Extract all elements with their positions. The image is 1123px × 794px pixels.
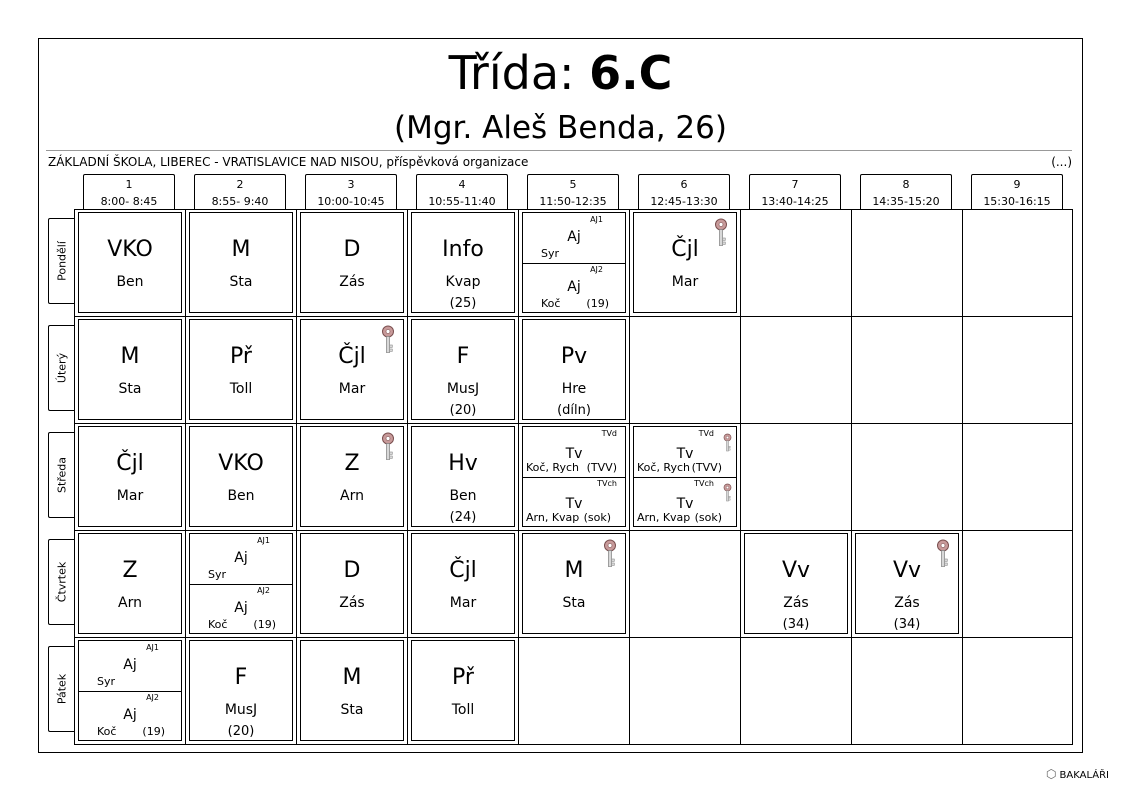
group-lesson[interactable] — [79, 641, 181, 692]
lesson-room: (19) — [586, 297, 609, 310]
key-icon — [714, 218, 728, 248]
lesson-subject: M — [231, 237, 251, 262]
lesson-teacher: Mar — [449, 595, 477, 611]
lesson-teacher: Mar — [116, 488, 144, 504]
lesson-card[interactable] — [78, 319, 182, 420]
lesson-subject: VKO — [107, 237, 153, 262]
lesson-card[interactable] — [189, 212, 293, 313]
lesson-subject: M — [120, 344, 140, 369]
period-number: 9 — [1013, 178, 1021, 191]
lesson-card[interactable] — [300, 426, 404, 527]
lesson-card[interactable] — [300, 533, 404, 634]
lesson-subject: Čjl — [116, 451, 144, 476]
period-time: 12:45-13:30 — [650, 195, 718, 208]
lesson-card[interactable] — [411, 533, 515, 634]
group-label: TVch — [694, 479, 714, 488]
lesson-subject: Vv — [781, 558, 811, 583]
lesson-teacher: Koč, Rych — [637, 461, 691, 474]
lesson-room: (34) — [782, 617, 810, 632]
school-name: ZÁKLADNÍ ŠKOLA, LIBEREC - VRATISLAVICE NAD NISOU, příspěvková organizace — [48, 155, 529, 169]
group-label: TVd — [601, 429, 617, 438]
period-number: 6 — [680, 178, 688, 191]
day-label: Pátek — [55, 673, 68, 705]
lesson-subject: Info — [442, 237, 484, 262]
lesson-subject: Hv — [448, 451, 478, 476]
period-header — [638, 174, 730, 209]
period-time: 10:00-10:45 — [317, 195, 385, 208]
lesson-teacher: Koč, Rych — [526, 461, 580, 474]
period-time: 10:55-11:40 — [428, 195, 496, 208]
group-label: TVch — [597, 479, 617, 488]
class-teacher: (Mgr. Aleš Benda, 26) — [394, 110, 727, 146]
day-label: Čtvrtek — [55, 561, 68, 603]
period-time: 14:35-15:20 — [872, 195, 940, 208]
key-icon — [936, 539, 950, 569]
grid-line — [185, 210, 186, 744]
lesson-teacher: Sta — [562, 595, 586, 611]
group-lesson[interactable] — [523, 263, 625, 313]
logo-text: BAKALÁŘI — [1059, 770, 1109, 781]
lesson-subject: Čjl — [338, 344, 366, 369]
lesson-card[interactable] — [300, 319, 404, 420]
lesson-teacher: Sta — [229, 274, 253, 290]
lesson-teacher: Syr — [208, 568, 227, 581]
key-icon — [723, 483, 732, 503]
period-number: 3 — [347, 178, 355, 191]
separator-line — [46, 150, 1072, 151]
lesson-room: (19) — [253, 618, 276, 631]
lesson-card[interactable] — [411, 319, 515, 420]
period-time: 13:40-14:25 — [761, 195, 829, 208]
lesson-subject: F — [234, 665, 248, 690]
group-lesson[interactable] — [523, 427, 625, 478]
group-label: AJ1 — [590, 215, 603, 224]
lesson-teacher: Syr — [541, 247, 560, 260]
lesson-teacher: Toll — [451, 702, 475, 718]
key-icon — [381, 325, 395, 355]
period-header — [194, 174, 286, 209]
lesson-room: (TVV) — [586, 461, 617, 474]
period-number: 1 — [125, 178, 133, 191]
lesson-subject: Tv — [676, 496, 694, 512]
group-label: AJ1 — [257, 536, 270, 545]
lesson-teacher: Zás — [339, 595, 365, 611]
lesson-room: (díln) — [557, 403, 591, 418]
lesson-card[interactable] — [744, 533, 848, 634]
split-lesson-card[interactable] — [78, 640, 182, 741]
lesson-card[interactable] — [300, 212, 404, 313]
lesson-subject: VKO — [218, 451, 264, 476]
lesson-teacher: Zás — [894, 595, 920, 611]
lesson-subject: M — [342, 665, 362, 690]
key-icon — [723, 433, 732, 453]
lesson-card[interactable] — [855, 533, 959, 634]
lesson-teacher: Koč — [208, 618, 228, 631]
lesson-subject: Př — [452, 665, 474, 690]
lesson-teacher: Sta — [118, 381, 142, 397]
lesson-teacher: Hre — [561, 381, 587, 397]
lesson-teacher: Arn — [118, 595, 142, 611]
group-lesson[interactable] — [190, 584, 292, 634]
grid-line — [75, 423, 1072, 424]
lesson-card[interactable] — [189, 426, 293, 527]
lesson-teacher: Arn, Kvap — [637, 511, 691, 524]
lesson-card[interactable] — [633, 212, 737, 313]
day-tab-tuesday — [48, 325, 74, 411]
period-number: 2 — [236, 178, 244, 191]
lesson-card[interactable] — [411, 640, 515, 741]
lesson-room: (34) — [893, 617, 921, 632]
class-name: 6.C — [589, 46, 673, 100]
lesson-subject: Aj — [567, 279, 581, 295]
lesson-subject: Aj — [123, 707, 137, 723]
group-label: TVd — [698, 429, 714, 438]
period-header — [749, 174, 841, 209]
lesson-teacher: Zás — [339, 274, 365, 290]
split-lesson-card[interactable] — [522, 212, 626, 313]
lesson-teacher: Mar — [671, 274, 699, 290]
period-time: 15:30-16:15 — [983, 195, 1051, 208]
lesson-room: (TVV) — [691, 461, 722, 474]
grid-line — [407, 210, 408, 744]
lesson-room: (24) — [449, 510, 477, 525]
lesson-teacher: Ben — [227, 488, 255, 504]
split-lesson-card[interactable] — [522, 426, 626, 527]
grid-line — [740, 210, 741, 744]
grid-line — [75, 530, 1072, 531]
lesson-teacher: Mar — [338, 381, 366, 397]
more-link[interactable]: (...) — [1051, 155, 1072, 169]
lesson-card[interactable] — [411, 212, 515, 313]
period-header — [971, 174, 1063, 209]
period-header — [83, 174, 175, 209]
day-tab-wednesday — [48, 432, 74, 518]
lesson-teacher: Zás — [783, 595, 809, 611]
period-number: 8 — [902, 178, 910, 191]
period-number: 4 — [458, 178, 466, 191]
lesson-subject: Čjl — [671, 237, 699, 262]
day-tab-thursday — [48, 539, 74, 625]
lesson-card[interactable] — [78, 533, 182, 634]
lesson-subject: Aj — [567, 229, 581, 245]
page-title — [38, 44, 1083, 102]
lesson-teacher: Koč — [97, 725, 117, 738]
period-number: 5 — [569, 178, 577, 191]
period-header — [305, 174, 397, 209]
lesson-card[interactable] — [522, 319, 626, 420]
grid-line — [75, 316, 1072, 317]
grid-line — [629, 210, 630, 744]
day-label: Úterý — [55, 352, 68, 384]
lesson-room: (sok) — [583, 511, 611, 524]
lesson-room: (25) — [449, 296, 477, 311]
period-time: 8:55- 9:40 — [211, 195, 269, 208]
lesson-subject: D — [343, 558, 361, 583]
group-label: AJ1 — [146, 643, 159, 652]
lesson-teacher: Koč — [541, 297, 561, 310]
lesson-teacher: Toll — [229, 381, 253, 397]
group-lesson[interactable] — [523, 477, 625, 527]
lesson-subject: D — [343, 237, 361, 262]
split-lesson-card[interactable] — [633, 426, 737, 527]
group-lesson[interactable] — [190, 534, 292, 585]
lesson-subject: Aj — [123, 657, 137, 673]
grid-line — [518, 210, 519, 744]
lesson-teacher: Sta — [340, 702, 364, 718]
lesson-card[interactable] — [189, 640, 293, 741]
lesson-subject: Tv — [676, 446, 694, 462]
lesson-teacher: Syr — [97, 675, 116, 688]
period-header — [527, 174, 619, 209]
lesson-subject: Tv — [565, 446, 583, 462]
lesson-subject: Pv — [560, 344, 588, 369]
lesson-subject: Aj — [234, 600, 248, 616]
lesson-teacher: Arn — [340, 488, 364, 504]
lesson-card[interactable] — [411, 426, 515, 527]
lesson-subject: Z — [344, 451, 360, 476]
lesson-card[interactable] — [189, 319, 293, 420]
lesson-card[interactable] — [300, 640, 404, 741]
group-lesson[interactable] — [634, 427, 736, 478]
lesson-subject: Vv — [892, 558, 922, 583]
lesson-subject: Z — [122, 558, 138, 583]
lesson-card[interactable] — [78, 426, 182, 527]
grid-line — [75, 637, 1072, 638]
lesson-teacher: Kvap — [445, 274, 481, 290]
group-lesson[interactable] — [79, 691, 181, 741]
lesson-subject: Aj — [234, 550, 248, 566]
lesson-teacher: Ben — [449, 488, 477, 504]
day-tab-monday — [48, 218, 74, 304]
lesson-subject: Tv — [565, 496, 583, 512]
period-number: 7 — [791, 178, 799, 191]
period-header — [416, 174, 508, 209]
group-lesson[interactable] — [523, 213, 625, 264]
grid-line — [962, 210, 963, 744]
lesson-subject: F — [456, 344, 470, 369]
key-icon — [381, 432, 395, 462]
lesson-room: (sok) — [694, 511, 722, 524]
lesson-subject: M — [564, 558, 584, 583]
group-label: AJ2 — [590, 265, 603, 274]
gear-logo-icon: ⬡ — [1046, 767, 1057, 781]
lesson-subject: Čjl — [449, 558, 477, 583]
key-icon — [603, 539, 617, 569]
period-time: 11:50-12:35 — [539, 195, 607, 208]
lesson-teacher: MusJ — [446, 381, 480, 397]
title-label: Třída: — [448, 46, 575, 100]
day-label: Středa — [55, 456, 68, 494]
split-lesson-card[interactable] — [189, 533, 293, 634]
lesson-room: (19) — [142, 725, 165, 738]
period-time: 8:00- 8:45 — [100, 195, 158, 208]
bakalari-logo — [1046, 768, 1109, 782]
group-label: AJ2 — [146, 693, 159, 702]
group-lesson[interactable] — [634, 477, 736, 527]
grid-line — [851, 210, 852, 744]
lesson-teacher: Ben — [116, 274, 144, 290]
day-label: Pondělí — [55, 241, 68, 281]
lesson-teacher: MusJ — [224, 702, 258, 718]
lesson-room: (20) — [449, 403, 477, 418]
day-tab-friday — [48, 646, 74, 732]
group-label: AJ2 — [257, 586, 270, 595]
period-header — [860, 174, 952, 209]
lesson-room: (20) — [227, 724, 255, 739]
grid-line — [296, 210, 297, 744]
lesson-card[interactable] — [522, 533, 626, 634]
lesson-subject: Př — [230, 344, 252, 369]
lesson-card[interactable] — [78, 212, 182, 313]
lesson-teacher: Arn, Kvap — [526, 511, 580, 524]
